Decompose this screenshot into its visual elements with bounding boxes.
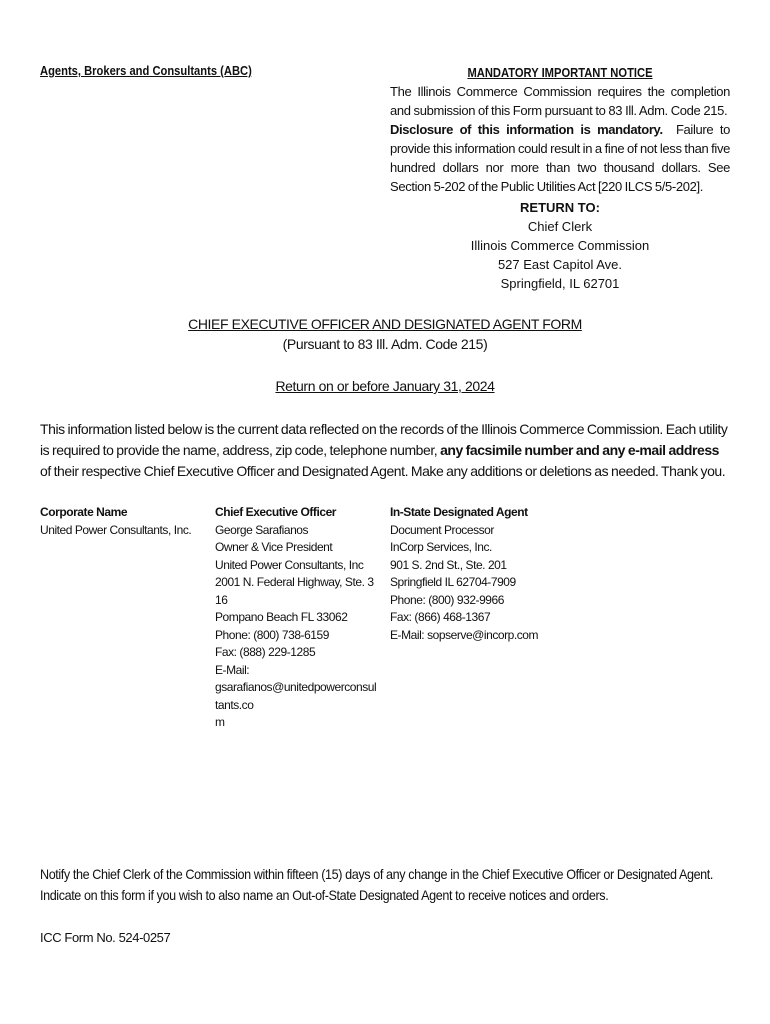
ceo-line: Fax: (888) 229-1285 xyxy=(215,645,316,659)
ceo-line: Owner & Vice President xyxy=(215,540,333,554)
corporate-name-header: Corporate Name xyxy=(40,505,128,519)
notice-text-bold: Disclosure of this information is mandatory. xyxy=(390,122,663,137)
intro-text-bold: any facsimile number and any e-mail address xyxy=(440,442,720,458)
designated-agent-column xyxy=(390,504,590,644)
intro-text-2: of their respective Chief Executive Officer and Designated Agent. Make any additions or deletions as needed. Thank you. xyxy=(40,463,726,479)
form-number: ICC Form No. 524-0257 xyxy=(40,930,171,945)
ceo-line: 2001 N. Federal Highway, Ste. 316 xyxy=(215,575,374,607)
intro-text-1: This information listed below is the current data reflected on the records of the Illinois Commerce Commission. Each utility is required to provide the name, address, zip code, telephone number, xyxy=(40,421,728,458)
notice-body xyxy=(390,82,730,196)
form-subtitle: (Pursuant to 83 Ill. Adm. Code 215) xyxy=(282,336,488,352)
return-to-title: RETURN TO: xyxy=(520,200,600,215)
intro-paragraph xyxy=(40,419,732,482)
mandatory-notice xyxy=(390,63,730,196)
corporate-name-column xyxy=(40,504,200,539)
return-to-block xyxy=(390,198,730,293)
ceo-line: gsarafianos@unitedpowerconsultants.co xyxy=(215,680,377,712)
agent-line: E-Mail: sopserve@incorp.com xyxy=(390,627,539,642)
ceo-line: Phone: (800) 738-6159 xyxy=(215,627,329,642)
corporate-name-value: United Power Consultants, Inc. xyxy=(40,522,192,537)
notice-title: MANDATORY IMPORTANT NOTICE xyxy=(467,65,653,80)
return-line: Illinois Commerce Commission xyxy=(470,238,650,253)
agent-header: In-State Designated Agent xyxy=(390,505,528,519)
abc-label: Agents, Brokers and Consultants (ABC) xyxy=(40,63,252,78)
ceo-header: Chief Executive Officer xyxy=(215,505,337,519)
deadline: Return on or before January 31, 2024 xyxy=(275,378,495,394)
ceo-line: George Sarafianos xyxy=(215,522,309,537)
form-title-block xyxy=(0,314,770,354)
footer-notes xyxy=(40,864,770,906)
ceo-line: United Power Consultants, Inc xyxy=(215,557,364,572)
agent-line: Phone: (800) 932-9966 xyxy=(390,592,504,607)
notice-text-1: The Illinois Commerce Commission requires the completion and submission of this Form pursuant to 83 Ill. Adm. Code 215. xyxy=(390,84,730,118)
agent-line: InCorp Services, Inc. xyxy=(390,540,492,554)
ceo-line: m xyxy=(215,715,225,729)
footer-line-2: Indicate on this form if you wish to also name an Out-of-State Designated Agent to receive notices and orders. xyxy=(40,887,609,903)
agent-line: Fax: (866) 468-1367 xyxy=(390,610,491,624)
form-title: CHIEF EXECUTIVE OFFICER AND DESIGNATED AGENT FORM xyxy=(188,316,582,332)
ceo-column xyxy=(215,504,377,732)
footer-line-1: Notify the Chief Clerk of the Commission within fifteen (15) days of any change in the Chief Executive Officer or Designated Agent. xyxy=(40,866,713,882)
return-line: 527 East Capitol Ave. xyxy=(497,257,623,272)
agent-line: Springfield IL 62704-7909 xyxy=(390,575,516,589)
return-line: Springfield, IL 62701 xyxy=(500,276,620,291)
ceo-line: Pompano Beach FL 33062 xyxy=(215,610,348,624)
return-line: Chief Clerk xyxy=(527,219,593,234)
agent-line: Document Processor xyxy=(390,522,494,537)
notice-text-2: Failure to provide this information could result in a fine of not less than five hundred dollars nor more than two thousand dollars. See Section 5-202 of the Public Utilities Act [220 ILCS 5/5-202]. xyxy=(390,122,730,194)
agent-line: 901 S. 2nd St., Ste. 201 xyxy=(390,557,507,572)
ceo-line: E-Mail: xyxy=(215,662,250,677)
